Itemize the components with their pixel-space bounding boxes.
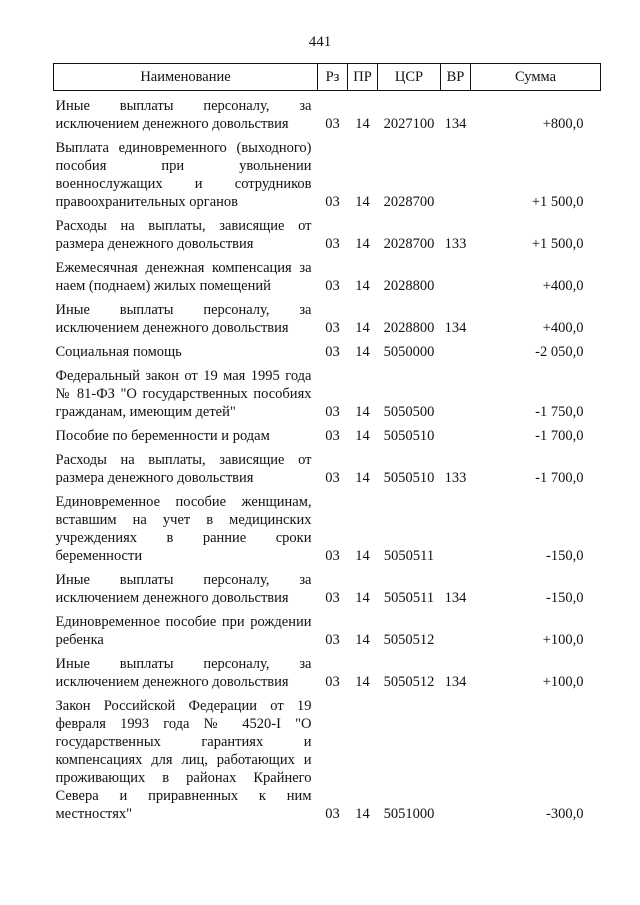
cell-csr: 2028800 [383, 278, 435, 294]
table-row [54, 295, 601, 337]
cell-csr: 5050510 [383, 428, 435, 444]
cell-rz: 03 [325, 470, 340, 486]
table-row [54, 607, 601, 649]
header-pr: ПР [348, 64, 378, 91]
cell-name: Выплата единовременного (выходного) пособия при увольнении военнослужащих и сотрудников правоохранительных органов [55, 140, 312, 210]
cell-csr: 2028700 [383, 194, 435, 210]
cell-sum: +1 500,0 [531, 236, 584, 252]
cell-name: Иные выплаты персоналу, за исключением денежного довольствия [55, 302, 312, 336]
cell-rz: 03 [325, 278, 340, 294]
cell-pr: 14 [355, 428, 370, 444]
cell-pr: 14 [355, 320, 370, 336]
cell-sum: +1 500,0 [531, 194, 584, 210]
cell-name: Ежемесячная денежная компенсация за наем (поднаем) жилых помещений [55, 260, 312, 294]
cell-csr: 5050512 [383, 674, 435, 690]
cell-vr [441, 487, 471, 565]
cell-csr: 5050512 [383, 632, 435, 648]
cell-sum: +400,0 [542, 278, 584, 294]
cell-csr: 5050511 [383, 548, 435, 564]
cell-vr [441, 133, 471, 211]
cell-pr: 14 [355, 806, 370, 822]
cell-sum: -300,0 [546, 806, 584, 822]
table-row [54, 361, 601, 421]
cell-vr [441, 361, 471, 421]
cell-vr: 134 [444, 320, 467, 336]
header-vr: ВР [441, 64, 471, 91]
cell-csr: 5050511 [383, 590, 435, 606]
cell-vr [441, 421, 471, 445]
cell-sum: -150,0 [546, 548, 584, 564]
cell-csr: 2028700 [383, 236, 435, 252]
cell-sum: +400,0 [542, 320, 584, 336]
table-header-row [54, 64, 601, 91]
cell-rz: 03 [325, 404, 340, 420]
cell-pr: 14 [355, 344, 370, 360]
cell-sum: -150,0 [546, 590, 584, 606]
table-row [54, 337, 601, 361]
cell-name: Единовременное пособие при рождении ребенка [55, 614, 312, 648]
table-row [54, 445, 601, 487]
cell-rz: 03 [325, 236, 340, 252]
cell-csr: 5051000 [383, 806, 435, 822]
cell-sum: -1 750,0 [535, 404, 584, 420]
cell-vr: 134 [444, 116, 467, 132]
cell-rz: 03 [325, 590, 340, 606]
cell-vr [441, 337, 471, 361]
table-row [54, 649, 601, 691]
cell-pr: 14 [355, 236, 370, 252]
cell-name: Федеральный закон от 19 мая 1995 года № 81-ФЗ "О государственных пособиях гражданам, имеющим детей" [55, 368, 312, 420]
cell-vr [441, 691, 471, 823]
cell-name: Иные выплаты персоналу, за исключением денежного довольствия [55, 656, 312, 690]
cell-vr [441, 607, 471, 649]
cell-csr: 2028800 [383, 320, 435, 336]
cell-pr: 14 [355, 548, 370, 564]
table-row [54, 487, 601, 565]
header-name: Наименование [54, 64, 318, 91]
cell-pr: 14 [355, 116, 370, 132]
cell-rz: 03 [325, 194, 340, 210]
cell-rz: 03 [325, 548, 340, 564]
header-csr: ЦСР [378, 64, 441, 91]
cell-sum: -1 700,0 [535, 428, 584, 444]
cell-vr [441, 253, 471, 295]
cell-pr: 14 [355, 194, 370, 210]
cell-pr: 14 [355, 470, 370, 486]
cell-name: Единовременное пособие женщинам, вставшим на учет в медицинских учреждениях в ранние сроки беременности [55, 494, 312, 564]
cell-sum: +800,0 [542, 116, 584, 132]
table-row [54, 565, 601, 607]
cell-pr: 14 [355, 278, 370, 294]
cell-pr: 14 [355, 590, 370, 606]
cell-vr: 133 [444, 470, 467, 486]
cell-name: Закон Российской Федерации от 19 февраля 1993 года № 4520-I "О государственных гарантиях и компенсациях для лиц, работающих и проживающих в районах Крайнего Севера и приравненных к ним местностях" [55, 698, 312, 822]
header-rz: Рз [318, 64, 348, 91]
cell-csr: 5050510 [383, 470, 435, 486]
table-body [54, 91, 601, 824]
cell-pr: 14 [355, 632, 370, 648]
cell-sum: -2 050,0 [535, 344, 584, 360]
budget-table [53, 63, 601, 823]
cell-vr: 134 [444, 590, 467, 606]
table-row [54, 691, 601, 823]
cell-rz: 03 [325, 428, 340, 444]
page-number: 441 [308, 34, 332, 50]
cell-rz: 03 [325, 320, 340, 336]
header-sum: Сумма [471, 64, 601, 91]
cell-name: Иные выплаты персоналу, за исключением денежного довольствия [55, 98, 312, 132]
cell-rz: 03 [325, 116, 340, 132]
cell-csr: 2027100 [383, 116, 435, 132]
table-row [54, 253, 601, 295]
cell-rz: 03 [325, 674, 340, 690]
cell-vr: 134 [444, 674, 467, 690]
cell-vr: 133 [444, 236, 467, 252]
cell-rz: 03 [325, 806, 340, 822]
cell-pr: 14 [355, 674, 370, 690]
cell-csr: 5050500 [383, 404, 435, 420]
cell-sum: +100,0 [542, 674, 584, 690]
cell-name: Социальная помощь [55, 344, 182, 360]
cell-pr: 14 [355, 404, 370, 420]
cell-name: Иные выплаты персоналу, за исключением денежного довольствия [55, 572, 312, 606]
table-row [54, 421, 601, 445]
cell-name: Расходы на выплаты, зависящие от размера денежного довольствия [55, 218, 312, 252]
cell-name: Расходы на выплаты, зависящие от размера денежного довольствия [55, 452, 312, 486]
table-row [54, 211, 601, 253]
cell-name: Пособие по беременности и родам [55, 428, 270, 444]
cell-csr: 5050000 [383, 344, 435, 360]
table-row [54, 91, 601, 134]
cell-rz: 03 [325, 632, 340, 648]
cell-sum: +100,0 [542, 632, 584, 648]
cell-rz: 03 [325, 344, 340, 360]
table-row [54, 133, 601, 211]
cell-sum: -1 700,0 [535, 470, 584, 486]
